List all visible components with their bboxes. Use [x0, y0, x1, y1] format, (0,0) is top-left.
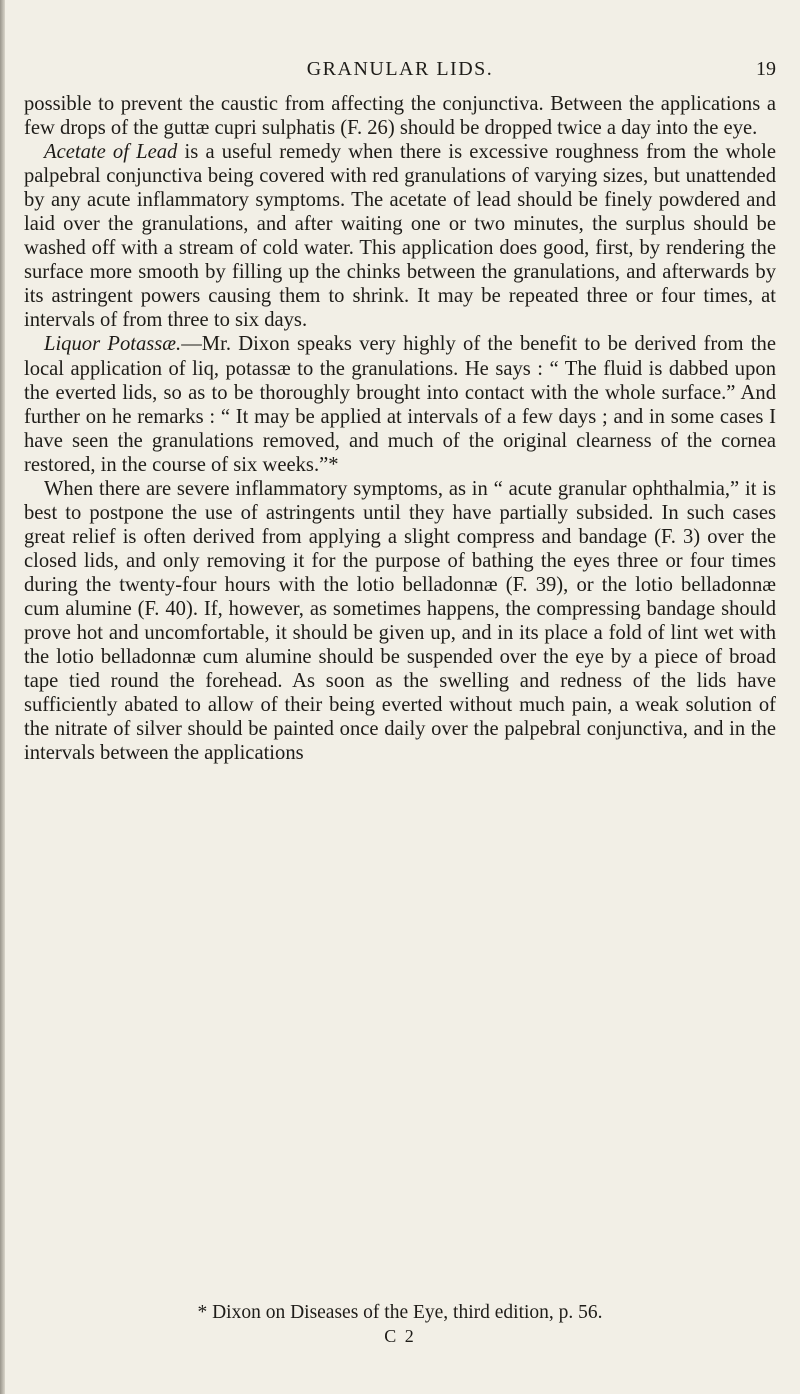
- footnote: * Dixon on Diseases of the Eye, third edition, p. 56.: [197, 1302, 603, 1323]
- paragraph-caustic: possible to prevent the caustic from affecting the conjunctiva. Between the applications a few drops of the guttæ cupri sulphatis (F. 26) should be dropped twice a day into the eye.: [24, 93, 776, 140]
- heading-acetate-of-lead: Acetate of Lead: [44, 141, 178, 164]
- paragraph-acetate-of-lead: [24, 140, 776, 332]
- page-header: [24, 58, 776, 88]
- heading-liquor-potassae: Liquor Potassæ.: [44, 333, 182, 356]
- running-title: GRANULAR LIDS.: [306, 58, 494, 80]
- paragraph-liquor-potassae: [24, 332, 776, 476]
- paragraph-inflammatory-symptoms: When there are severe inflammatory symptoms, as in “ acute granular ophthalmia,” it is best to postpone the use of astringents until they have partially subsided. In such cases great relief is often derived from applying a slight compress and bandage (F. 3) over the closed lids, and only removing it for the purpose of bathing the eyes three or four times during the twenty-four hours with the lotio belladonnæ (F. 39), or the lotio belladonnæ cum alumine (F. 40). If, however, as sometimes happens, the compressing bandage should prove hot and uncomfortable, it should be given up, and in its place a fold of lint wet with the lotio belladonnæ cum alumine should be suspended over the eye by a piece of broad tape tied round the forehead. As soon as the swelling and redness of the lids have sufficiently abated to allow of their being everted without much pain, a weak solution of the nitrate of silver should be painted once daily over the palpebral conjunctiva, and in the intervals between the applications: [24, 477, 776, 765]
- page-body: [24, 92, 776, 765]
- signature-mark: C 2: [384, 1326, 416, 1346]
- text-acetate-of-lead: is a useful remedy when there is excessive roughness from the whole palpebral conjunctiva being covered with red granulations of varying sizes, but unattended by any acute inflammatory symptoms. The acetate of lead should be finely powdered and laid over the granulations, and after waiting one or two minutes, the surplus should be washed off with a stream of cold water. This application does good, first, by rendering the surface more smooth by filling up the chinks between the granulations, and afterwards by its astringent powers causing them to shrink. It may be repeated three or four times, at intervals of from three to six days.: [24, 141, 776, 332]
- page-number: 19: [756, 58, 776, 80]
- page-binding-edge: [0, 0, 5, 1394]
- text-liquor-potassae: —Mr. Dixon speaks very highly of the benefit to be derived from the local application of liq, potassæ to the granulations. He says : “ The fluid is dabbed upon the everted lids, so as to be thoroughly brought into contact with the whole surface.” And further on he remarks : “ It may be applied at intervals of a few days ; and in some cases I have seen the granulations removed, and much of the original clearness of the cornea restored, in the course of six weeks.”*: [24, 333, 776, 476]
